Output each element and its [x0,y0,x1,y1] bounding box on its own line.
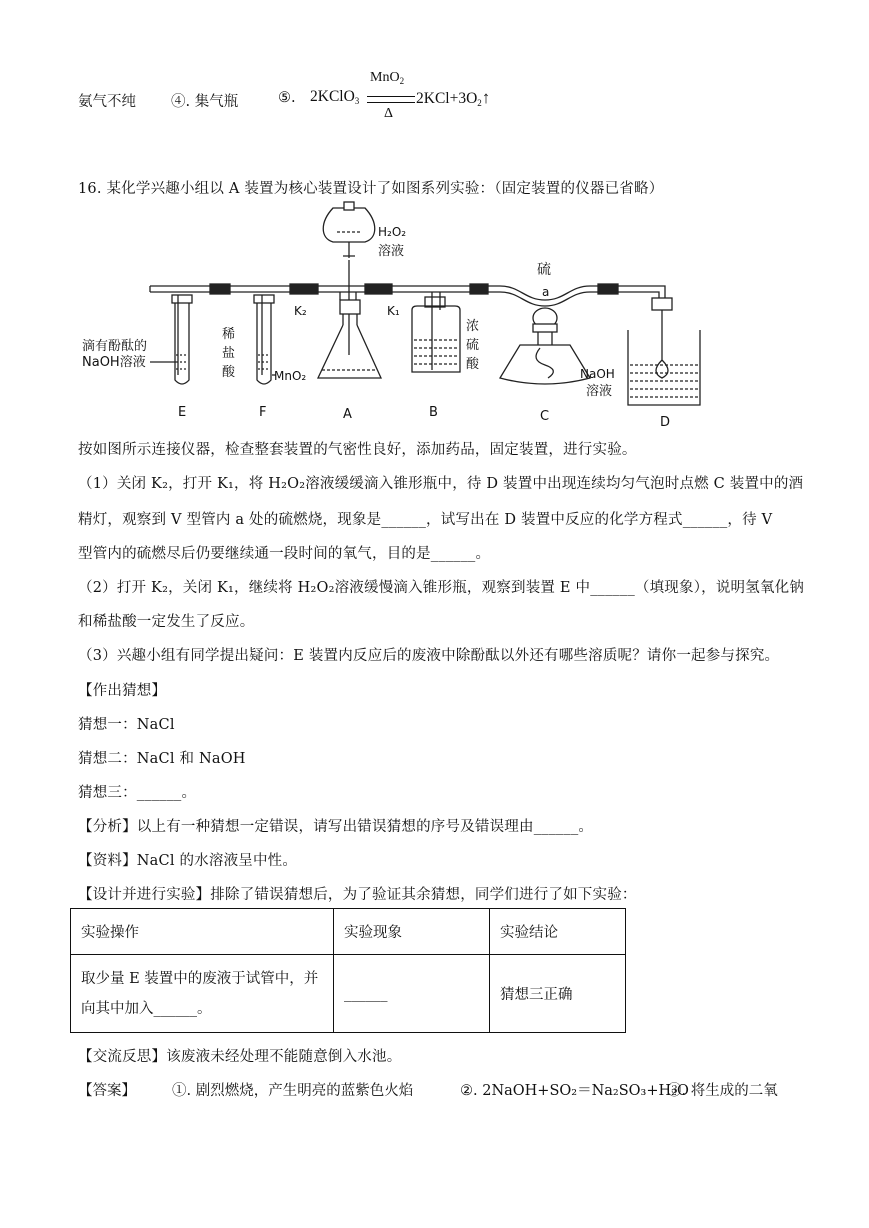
label-conc-1: 浓 [466,319,480,334]
chem-equation: 2KClO$_3$ [310,88,360,106]
equation-equals [367,96,415,103]
guess-one: 猜想一：NaCl [78,717,175,733]
equation-condition: Δ [384,106,394,121]
equation-catalyst: MnO$_2$ [370,70,405,86]
part1-line1: （1）关闭 K₂，打开 K₁，将 H₂O₂溶液缓缓滴入锥形瓶中，待 D 装置中出现连续均匀气泡时点燃 C 装置中的酒 [78,476,804,492]
part1-line2: 精灯，观察到 V 型管内 a 处的硫燃烧，现象是______，试写出在 D 装置中反应的化学方程式______，待 V [78,512,773,528]
label-mno2: MnO₂ [274,369,307,383]
name-b: B [429,405,438,420]
label-h2o2: H₂O₂ [378,225,407,239]
name-a: A [343,407,352,422]
label-k1: K₁ [387,304,400,318]
table-header: 实验操作 [71,909,334,955]
guess-two: 猜想二：NaCl 和 NaOH [78,751,246,767]
prev-answer-item4: ④. 集气瓶 [171,94,239,110]
connector [210,284,230,294]
answer-item2: ②. 2NaOH+SO₂＝Na₂SO₃+H₂O [460,1083,689,1099]
label-a-point: a [542,285,550,299]
table-row [71,955,626,1033]
reflect-text: 【交流反思】该废液未经处理不能随意倒入水池。 [78,1049,402,1065]
experiment-table [70,908,626,1033]
table-header-row [71,909,626,955]
answer-item3: ③. 将生成的二氧 [667,1083,778,1099]
label-conc-2: 硫 [466,338,480,353]
answer-label: 【答案】 [78,1083,136,1099]
equation-right: $2KCl+3O_2↑$ [416,88,491,108]
design-text: 【设计并进行实验】排除了错误猜想后，为了验证其余猜想，同学们进行了如下实验： [78,887,637,903]
table-cell-conclusion: 猜想三正确 [490,955,626,1033]
label-dilute-3: 酸 [222,365,236,380]
apparatus-f [254,295,276,384]
label-dilute-2: 盐 [222,346,236,361]
name-f: F [259,405,267,420]
label-conc-3: 酸 [466,357,480,372]
part2-line2: 和稀盐酸一定发生了反应。 [78,614,255,630]
label-phenol-naoh: NaOH溶液 [82,355,146,370]
part3-line: （3）兴趣小组有同学提出疑问：E 装置内反应后的废液中除酚酞以外还有哪些溶质呢？请你一起参与探究。 [78,648,780,664]
apparatus-c [500,308,590,384]
part1-line3: 型管内的硫燃尽后仍要继续通一段时间的氧气，目的是______。 [78,546,491,562]
label-naoh-solution: 溶液 [586,384,613,399]
guess-three: 猜想三：______。 [78,785,197,801]
label-phenol: 滴有酚酞的 [82,339,148,354]
answer-item1: ①. 剧烈燃烧，产生明亮的蓝紫色火焰 [172,1083,414,1099]
label-sulfur: 硫 [537,262,551,278]
label-naoh: NaOH [580,367,615,381]
label-h2o2-solution: 溶液 [378,244,405,259]
name-c: C [540,409,550,424]
label-k2: K₂ [294,304,307,318]
name-e: E [178,405,187,420]
prev-answer-item3: 氨气不纯 [78,94,136,110]
apparatus-b [412,292,460,372]
intro-text: 按如图所示连接仪器，检查整套装置的气密性良好，添加药品，固定装置，进行实验。 [78,442,637,458]
part2-line1: （2）打开 K₂，关闭 K₁，继续将 H₂O₂溶液缓慢滴入锥形瓶，观察到装置 E 中______（填现象），说明氢氧化钠 [78,580,805,596]
question-title: 16. 某化学兴趣小组以 A 装置为核心装置设计了如图系列实验：（固定装置的仪器已省略） [78,181,664,197]
apparatus-d [628,298,700,405]
table-header: 实验现象 [334,909,490,955]
label-dilute-1: 稀 [222,327,236,342]
equation-left: 2KClO [310,88,355,105]
info-text: 【资料】NaCl 的水溶液呈中性。 [78,853,298,869]
guess-heading: 【作出猜想】 [78,683,167,699]
apparatus-figure [0,200,869,430]
analysis-text: 【分析】以上有一种猜想一定错误，请写出错误猜想的序号及错误理由______。 [78,819,594,835]
table-header: 实验结论 [490,909,626,955]
table-cell-phenomenon: ______ [334,955,490,1033]
name-d: D [660,415,671,430]
apparatus-e [150,286,192,384]
table-cell-operation: 取少量 E 装置中的废液于试管中，并 向其中加入______。 [71,955,334,1033]
prev-answer-item5-label: ⑤. [278,90,296,106]
